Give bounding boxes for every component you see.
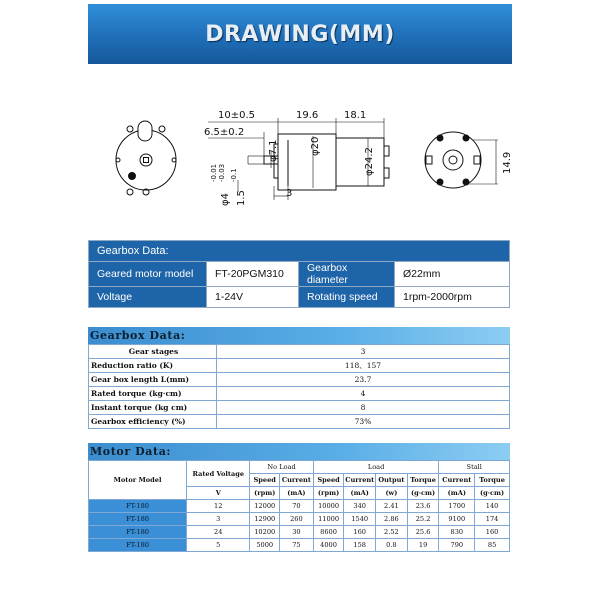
motor-row (89, 539, 510, 552)
dim-phi-4-tol-top: -0.01 (210, 163, 218, 182)
row-value: 73% (217, 415, 510, 429)
table-row (89, 387, 510, 401)
motor-row (89, 513, 510, 526)
data-cell: 174 (475, 513, 510, 526)
sub-header: Speed (250, 474, 280, 487)
unit-cell: V (187, 487, 250, 500)
data-cell: 75 (280, 539, 314, 552)
gearbox-summary-table (88, 240, 510, 308)
table-row (89, 415, 510, 429)
data-cell: 12900 (250, 513, 280, 526)
data-cell: 23.6 (407, 500, 439, 513)
dim-phi-24-2: φ24.2 (364, 147, 375, 176)
dim-19-6: 19.6 (296, 110, 319, 121)
dim-1-5: 1.5 (236, 190, 247, 206)
dim-phi-4: φ4 (220, 193, 231, 206)
data-cell: 1700 (439, 500, 475, 513)
data-cell: 830 (439, 526, 475, 539)
row-label: Reduction ratio (K) (89, 359, 217, 373)
motor-row (89, 500, 510, 513)
sub-header: Current (344, 474, 376, 487)
label-cell: Geared motor model (89, 262, 207, 287)
value-cell: 1rpm-2000rpm (395, 287, 510, 308)
dim-6-5: 6.5±0.2 (204, 127, 245, 138)
value-cell: Ø22mm (395, 262, 510, 287)
unit-cell: (mA) (439, 487, 475, 500)
table-row (89, 359, 510, 373)
motor-data-table (88, 460, 510, 552)
row-label: Gearbox efficiency (%) (89, 415, 217, 429)
data-cell: 2.52 (376, 526, 408, 539)
front-view (116, 121, 176, 195)
row-value: 118、157 (217, 359, 510, 373)
dim-1-5-tol: -0.1 (230, 168, 238, 182)
row-label: Instant torque (kg cm) (89, 401, 217, 415)
data-cell: 5000 (250, 539, 280, 552)
data-cell: 140 (475, 500, 510, 513)
voltage-cell: 5 (187, 539, 250, 552)
table-row (89, 401, 510, 415)
voltage-cell: 24 (187, 526, 250, 539)
model-cell: FT-180 (89, 500, 187, 513)
sub-header: Speed (313, 474, 344, 487)
data-cell: 19 (407, 539, 439, 552)
data-cell: 0.8 (376, 539, 408, 552)
load-header: Load (313, 461, 439, 474)
unit-cell: (mA) (344, 487, 376, 500)
model-cell: FT-180 (89, 526, 187, 539)
page-title: DRAWING(MM) (205, 21, 395, 47)
label-cell: Gearbox diameter (299, 262, 395, 287)
gearbox-summary-row (89, 287, 510, 308)
no-load-header: No Load (250, 461, 313, 474)
data-cell: 790 (439, 539, 475, 552)
unit-cell: (rpm) (250, 487, 280, 500)
unit-cell: (g·cm) (475, 487, 510, 500)
drawing-svg (88, 96, 512, 226)
motor-data-header: Motor Data: (88, 443, 510, 460)
data-cell: 4000 (313, 539, 344, 552)
row-value: 4 (217, 387, 510, 401)
dim-18-1: 18.1 (344, 110, 367, 121)
data-cell: 340 (344, 500, 376, 513)
sub-header: Current (439, 474, 475, 487)
data-cell: 25.6 (407, 526, 439, 539)
voltage-cell: 12 (187, 500, 250, 513)
model-cell: FT-180 (89, 539, 187, 552)
rear-view (425, 132, 481, 188)
sub-header: Torque (407, 474, 439, 487)
row-label: Rated torque (kg·cm) (89, 387, 217, 401)
row-label: Gear stages (89, 345, 217, 359)
motor-row (89, 526, 510, 539)
stall-header: Stall (439, 461, 510, 474)
value-cell: 1-24V (207, 287, 299, 308)
gearbox-summary-header: Gearbox Data: (89, 241, 510, 262)
gearbox-summary-row (89, 262, 510, 287)
data-cell: 85 (475, 539, 510, 552)
data-cell: 1540 (344, 513, 376, 526)
row-value: 23.7 (217, 373, 510, 387)
data-cell: 12000 (250, 500, 280, 513)
technical-drawing (88, 96, 512, 226)
sub-header: Current (280, 474, 314, 487)
data-cell: 2.86 (376, 513, 408, 526)
motor-header-row-1 (89, 461, 510, 474)
gearbox-summary-header-row (89, 241, 510, 262)
dim-phi-20: φ20 (310, 136, 321, 156)
gearbox-data-table (88, 344, 510, 429)
label-cell: Rotating speed (299, 287, 395, 308)
dim-phi-7-1: φ7.1 (268, 139, 279, 162)
data-cell: 10000 (313, 500, 344, 513)
table-row (89, 373, 510, 387)
dim-10: 10±0.5 (218, 110, 256, 121)
data-cell: 260 (280, 513, 314, 526)
rated-voltage-header: Rated Voltage (187, 461, 250, 487)
data-cell: 9100 (439, 513, 475, 526)
dim-3: 3 (286, 188, 293, 199)
gearbox-data-header: Gearbox Data: (88, 327, 510, 344)
dim-14-9: 14.9 (502, 151, 512, 174)
sub-header: Torque (475, 474, 510, 487)
unit-cell: (rpm) (313, 487, 344, 500)
unit-cell: (w) (376, 487, 408, 500)
data-cell: 160 (475, 526, 510, 539)
row-value: 3 (217, 345, 510, 359)
table-row (89, 345, 510, 359)
data-cell: 30 (280, 526, 314, 539)
row-label: Gear box length L(mm) (89, 373, 217, 387)
data-cell: 11000 (313, 513, 344, 526)
value-cell: FT-20PGM310 (207, 262, 299, 287)
row-value: 8 (217, 401, 510, 415)
voltage-cell: 3 (187, 513, 250, 526)
data-cell: 158 (344, 539, 376, 552)
model-cell: FT-180 (89, 513, 187, 526)
label-cell: Voltage (89, 287, 207, 308)
data-cell: 160 (344, 526, 376, 539)
sub-header: Output (376, 474, 408, 487)
data-cell: 25.2 (407, 513, 439, 526)
data-cell: 70 (280, 500, 314, 513)
data-cell: 2.41 (376, 500, 408, 513)
title-banner (88, 4, 512, 64)
data-cell: 10200 (250, 526, 280, 539)
data-cell: 8600 (313, 526, 344, 539)
unit-cell: (g·cm) (407, 487, 439, 500)
unit-cell: (mA) (280, 487, 314, 500)
motor-model-header: Motor Model (89, 461, 187, 500)
dim-phi-4-tol-bot: -0.03 (218, 163, 226, 182)
